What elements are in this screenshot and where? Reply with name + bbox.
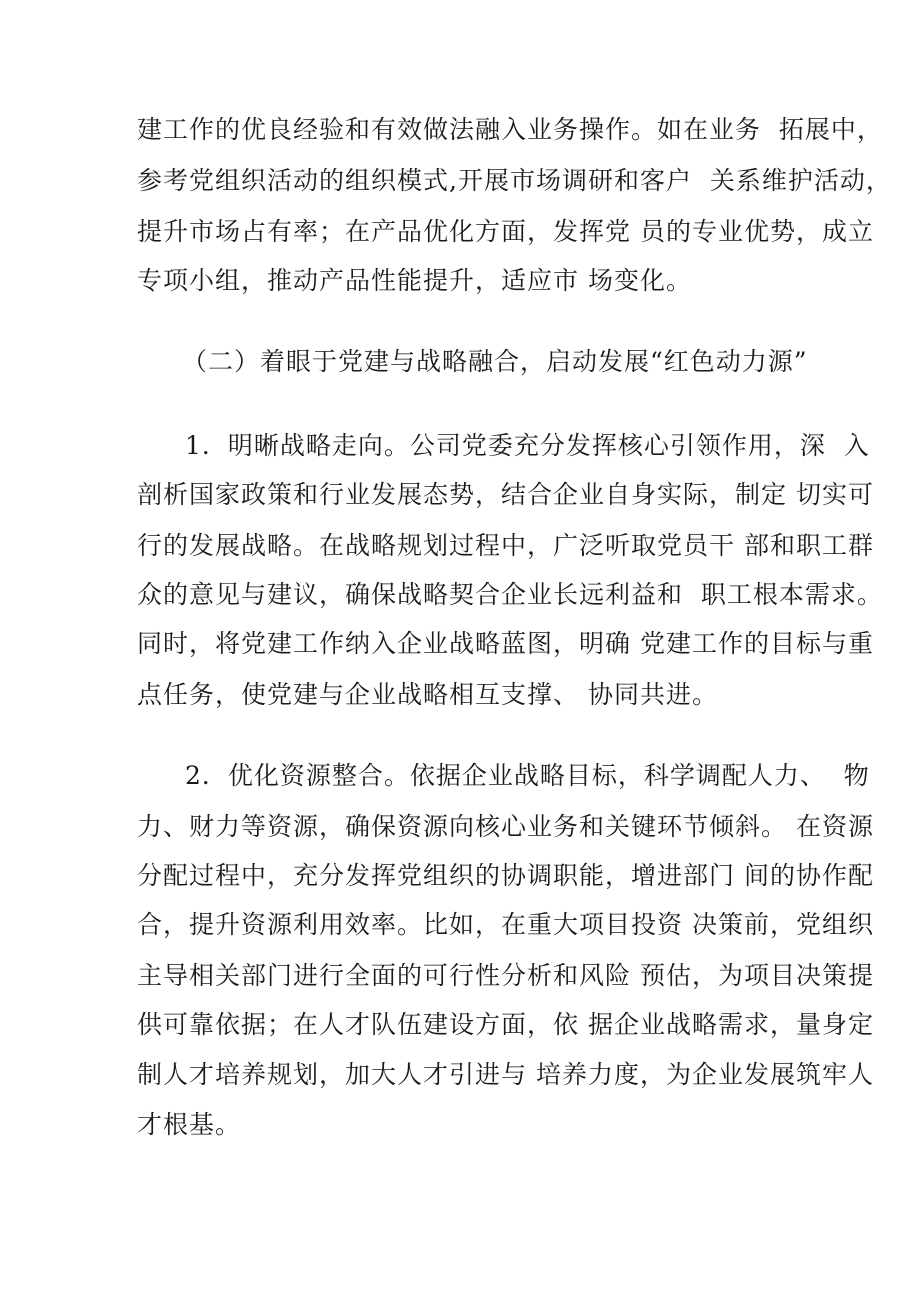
text-line: 专项小组，推动产品性能提升，适应市 场变化。 [137, 266, 692, 295]
text-line: 众的意见与建议，确保战略契合企业长远利益和 职工根本需求。 [137, 580, 883, 609]
text-line: 点任务，使党建与企业战略相互支撑、 协同共进。 [137, 680, 718, 709]
text-line: 提升市场占有率；在产品优化方面，发挥党 员的专业优势，成立 [137, 217, 874, 246]
text-line: 供可靠依据；在人才队伍建设方面，依 据企业战略需求，量身定 [137, 1010, 874, 1039]
text-line: 合，提升资源利用效率。比如，在重大项目投资 决策前，党组织 [137, 910, 874, 939]
heading-text: （二）着眼于党建与战略融合，启动发展“红色动力源” [182, 347, 808, 376]
text-line: 1．明晰战略走向。公司党委充分发挥核心引领作用，深 入 [185, 431, 870, 460]
text-line: 行的发展战略。在战略规划过程中，广泛听取党员干 部和职工群 [137, 531, 874, 560]
text-line: 剖析国家政策和行业发展态势，结合企业自身实际，制定 切实可 [137, 480, 874, 509]
text-line: 同时，将党建工作纳入企业战略蓝图，明确 党建工作的目标与重 [137, 629, 874, 658]
text-line: 建工作的优良经验和有效做法融入业务操作。如在业务 拓展中， [137, 115, 883, 144]
text-line: 主导相关部门进行全面的可行性分析和风险 预估，为项目决策提 [137, 961, 874, 990]
text-line: 参考党组织活动的组织模式,开展市场调研和客户 关系维护活动， [137, 166, 892, 195]
text-line: 力、财力等资源，确保资源向核心业务和关键环节倾斜。 在资源 [137, 812, 874, 841]
text-line: 2．优化资源整合。依据企业战略目标，科学调配人力、 物 [185, 761, 870, 790]
text-line: 制人才培养规划，加大人才引进与 培养力度，为企业发展筑牢人 [137, 1060, 874, 1089]
text-line: 才根基。 [137, 1110, 242, 1139]
text-line: 分配过程中，充分发挥党组织的协调职能，增进部门 间的协作配 [137, 861, 874, 890]
